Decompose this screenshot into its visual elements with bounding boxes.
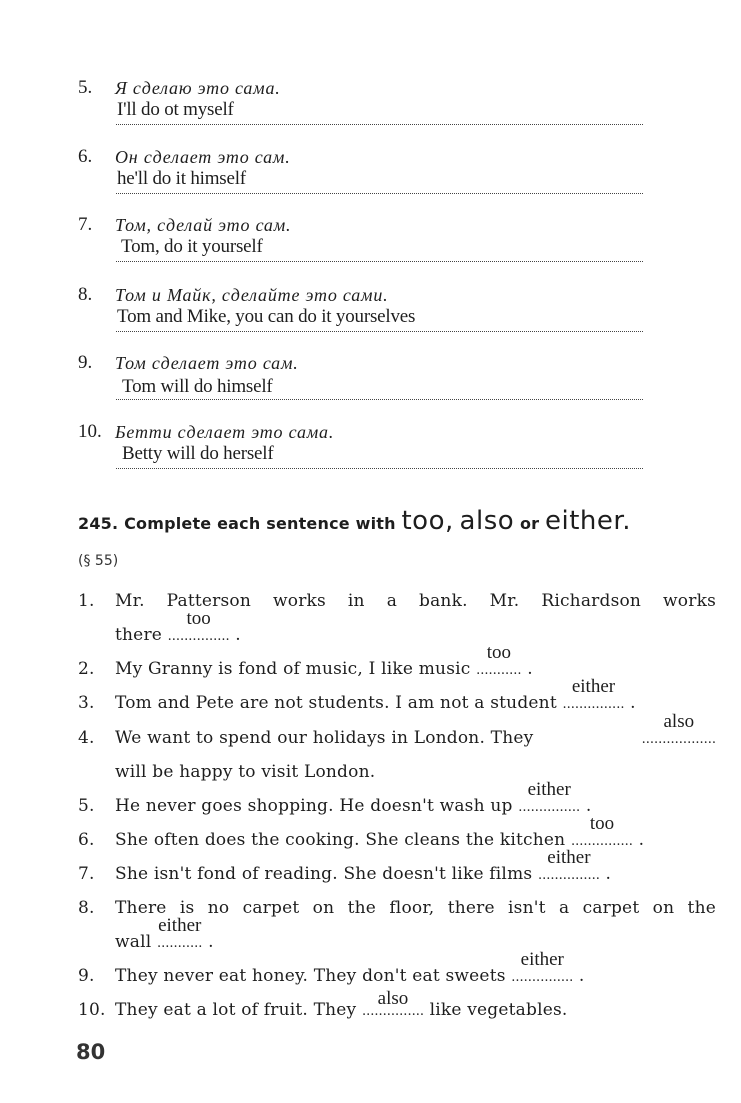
answer-blank: [562, 676, 625, 713]
translation-item-10: [78, 421, 643, 483]
handwritten-answer: Tom, do it yourself: [121, 236, 263, 257]
sentence-number: 3.: [78, 693, 95, 713]
answer-blank: [511, 949, 574, 986]
blank-dots: ...............: [167, 629, 230, 644]
sentence-number: 4.: [78, 728, 95, 748]
item-number: 7.: [78, 214, 93, 235]
handwritten-answer: too: [589, 813, 615, 834]
word-also: also: [459, 506, 515, 536]
sentence-end: .: [630, 693, 636, 713]
sentence-text: wall: [115, 932, 152, 952]
translation-item-9: [78, 352, 643, 414]
answer-blank: [476, 642, 522, 679]
dotted-answer-line: [116, 124, 643, 125]
sentence-number: 9.: [78, 966, 95, 986]
exercise-instruction: Complete each sentence with: [124, 514, 396, 533]
blank-dots: ...............: [570, 834, 633, 849]
translation-item-8: [78, 284, 643, 346]
handwritten-answer: either: [571, 676, 616, 697]
handwritten-answer: Betty will do herself: [122, 443, 274, 464]
sentence-text: We want to spend our holidays in London. They: [115, 728, 534, 748]
handwritten-answer: Tom will do himself: [122, 376, 273, 397]
answer-blank: [167, 608, 230, 645]
sentence-number: 1.: [78, 591, 95, 611]
answer-blank: [361, 988, 424, 1020]
word-too: too,: [401, 506, 454, 536]
blank-dots: ..................: [641, 732, 716, 747]
russian-sentence: Том, сделай это сам.: [115, 215, 292, 235]
translation-item-6: [78, 146, 643, 208]
handwritten-answer: also: [663, 711, 695, 732]
handwritten-answer: too: [486, 642, 511, 663]
handwritten-answer: too: [186, 608, 211, 629]
answer-blank: [641, 711, 716, 748]
item-number: 5.: [78, 77, 93, 98]
sentence-end: like vegetables.: [429, 1000, 568, 1020]
answer-blank: [537, 847, 600, 884]
sentence-number: 2.: [78, 659, 95, 679]
sentence-end: .: [208, 932, 214, 952]
russian-sentence: Я сделаю это сама.: [115, 78, 281, 98]
word-either: either.: [545, 506, 631, 536]
sentence-text: there: [115, 625, 163, 645]
blank-dots: ...............: [537, 868, 600, 883]
translation-item-5: [78, 77, 643, 139]
dotted-answer-line: [116, 468, 643, 469]
sentence-number: 10.: [78, 1000, 106, 1020]
sentence-number: 6.: [78, 830, 95, 850]
sentence-text-line: There is no carpet on the floor, there isn't a carpet on the: [115, 898, 716, 918]
sentence-text: She often does the cooking. She cleans the kitchen: [115, 830, 566, 850]
handwritten-answer: either: [158, 915, 202, 936]
handwritten-answer: either: [527, 779, 571, 800]
sentence-text: They never eat honey. They don't eat sweets: [115, 966, 506, 986]
exercise-number: 245.: [78, 514, 119, 533]
sentence-number: 8.: [78, 898, 95, 918]
russian-sentence: Он сделает это сам.: [115, 147, 291, 167]
page-number: 80: [76, 1040, 106, 1064]
sentence-number: 5.: [78, 796, 95, 816]
sentence-end: .: [585, 796, 592, 816]
russian-sentence: Бетти сделает это сама.: [115, 422, 335, 442]
russian-sentence: Том сделает это сам.: [115, 353, 299, 373]
dotted-answer-line: [116, 261, 643, 262]
blank-dots: ...........: [156, 936, 203, 951]
handwritten-answer: either: [547, 847, 591, 868]
handwritten-answer: he'll do it himself: [117, 168, 246, 189]
handwritten-answer: either: [520, 949, 564, 970]
handwritten-answer: I'll do ot myself: [117, 99, 234, 120]
item-number: 10.: [78, 421, 102, 442]
blank-dots: ...............: [562, 697, 625, 712]
translation-item-7: [78, 214, 643, 276]
grammar-reference: (§ 55): [78, 553, 119, 569]
word-or: or: [519, 514, 540, 533]
dotted-answer-line: [116, 399, 643, 400]
handwritten-answer: Tom and Mike, you can do it yourselves: [117, 306, 416, 327]
sentence-text-line: will be happy to visit London.: [115, 762, 376, 782]
sentence-text: Tom and Pete are not students. I am not a student: [115, 693, 557, 713]
dotted-answer-line: [116, 331, 643, 332]
sentence-end: .: [235, 625, 241, 645]
blank-dots: ...............: [511, 970, 574, 985]
item-number: 8.: [78, 284, 93, 305]
sentence-end: .: [527, 659, 533, 679]
answer-blank: [518, 779, 581, 816]
blank-dots: ...........: [476, 663, 522, 678]
dotted-answer-line: [116, 193, 643, 194]
sentence-text: He never goes shopping. He doesn't wash up: [115, 796, 513, 816]
answer-blank: [156, 915, 203, 952]
sentence-text: They eat a lot of fruit. They: [115, 1000, 357, 1020]
blank-dots: ...............: [361, 1004, 424, 1019]
handwritten-answer: also: [377, 988, 409, 1009]
sentence-end: .: [638, 830, 645, 850]
sentence-text-line: Mr. Patterson works in a bank. Mr. Richardson works: [115, 591, 716, 611]
sentence-text: She isn't fond of reading. She doesn't like films: [115, 864, 533, 884]
item-number: 6.: [78, 146, 93, 167]
sentence-end: .: [605, 864, 612, 884]
russian-sentence: Том и Майк, сделайте это сами.: [115, 285, 389, 305]
exercise-heading: [78, 506, 631, 536]
sentence-end: .: [578, 966, 585, 986]
sentence-number: 7.: [78, 864, 95, 884]
sentence-text: My Granny is fond of music, I like music: [115, 659, 471, 679]
item-number: 9.: [78, 352, 93, 373]
blank-dots: ...............: [518, 800, 581, 815]
